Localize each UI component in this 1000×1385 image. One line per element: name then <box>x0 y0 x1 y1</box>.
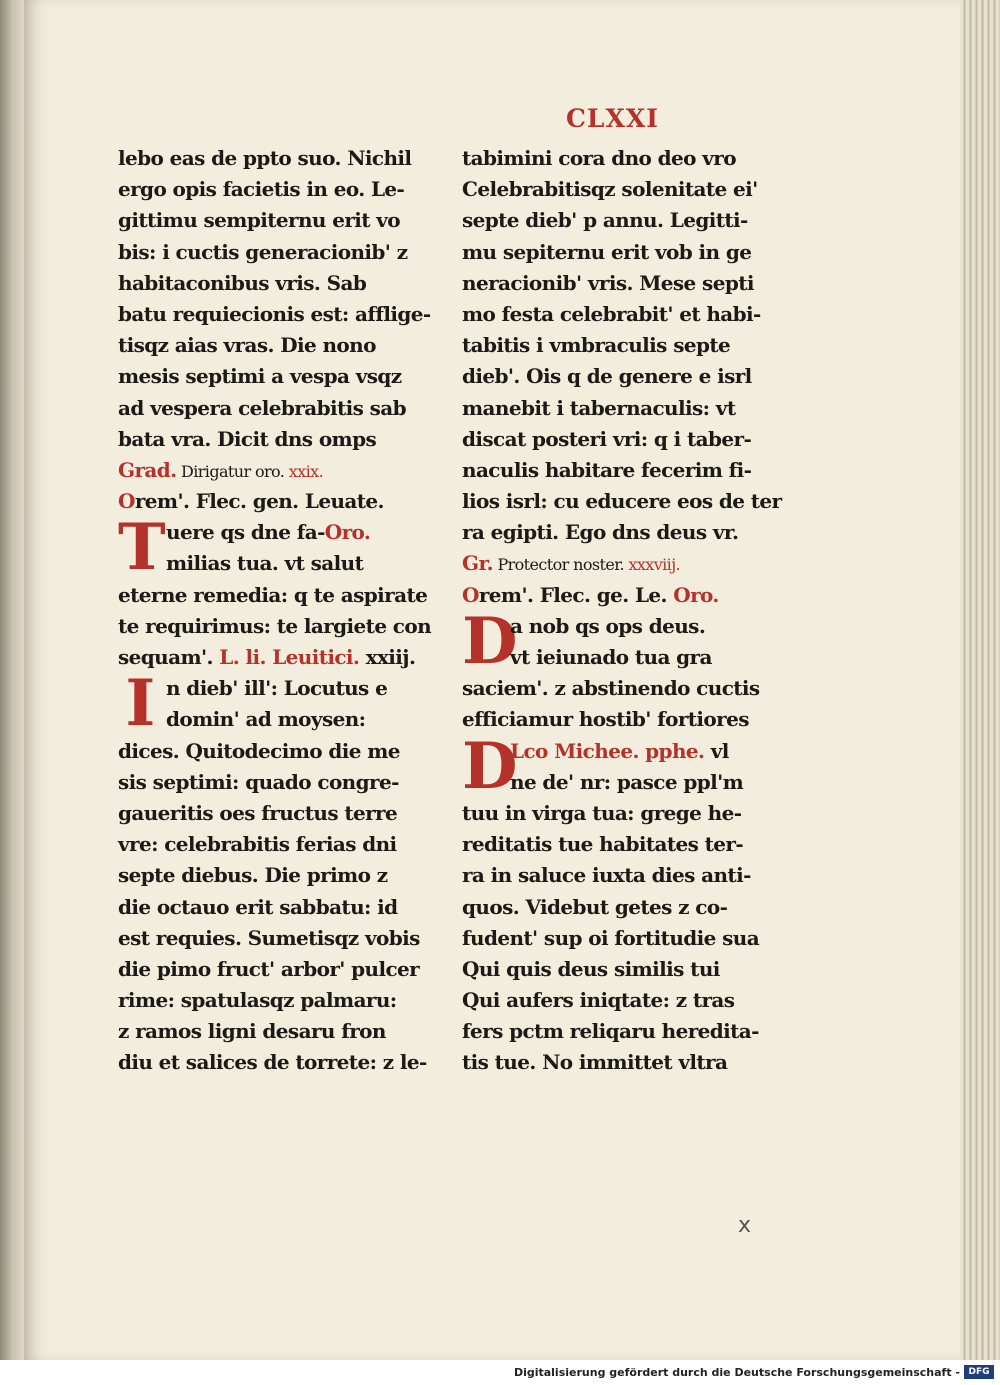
body-text: sis septimi: quado congre- <box>118 769 399 794</box>
body-text: tis tue. No immittet vltra <box>462 1050 728 1075</box>
body-text: bata vra. Dicit dns omps <box>118 426 377 451</box>
text-line <box>462 704 762 735</box>
body-text: mesis septimi a vespa vsqz <box>118 364 402 389</box>
margin-mark: x <box>738 1213 752 1238</box>
body-text: diu et salices de torrete: z le- <box>118 1050 427 1075</box>
body-text: septe diebus. Die primo z <box>118 863 388 888</box>
rubricated-initial: D <box>462 728 517 804</box>
text-line <box>462 892 762 923</box>
body-text: lebo eas de ppto suo. Nichil <box>118 146 412 170</box>
text-line <box>118 704 418 735</box>
rubric-text: Lco Michee. pphe. <box>510 738 705 763</box>
body-text: efficiamur hostib' fortiores <box>462 707 749 732</box>
body-text: rem'. Flec. gen. Leuate. <box>134 489 384 514</box>
body-text: vre: celebrabitis ferias dni <box>118 832 397 857</box>
rubric-text: Oro. <box>673 582 719 607</box>
body-text: z ramos ligni desaru fron <box>118 1019 386 1044</box>
body-text: bis: i cuctis generacionib' z <box>118 239 408 264</box>
rubricated-initial: I <box>125 666 155 742</box>
text-line <box>118 860 418 891</box>
body-text: tabimini cora dno deo vro <box>462 146 736 170</box>
text-line <box>462 517 762 548</box>
body-text: fudent' sup oi fortitudie sua <box>462 925 760 950</box>
dfg-logo: DFG <box>964 1365 994 1379</box>
text-line <box>462 455 762 486</box>
text-line <box>462 580 762 611</box>
body-text: a nob qs ops deus. <box>510 613 706 638</box>
text-line <box>462 923 762 954</box>
body-text: ra egipti. Ego dns deus vr. <box>462 520 739 545</box>
text-line <box>118 829 418 860</box>
body-text: fers pctm reliqaru heredita- <box>462 1019 759 1044</box>
body-text: naculis habitare fecerim fi- <box>462 457 752 482</box>
text-line <box>118 736 418 767</box>
rubric-text: Grad. <box>118 457 177 482</box>
body-text: neracionib' vris. Mese septi <box>462 270 754 295</box>
rubric-text: O <box>118 489 135 514</box>
body-text: dieb'. Ois q de genere e isrl <box>462 364 752 389</box>
text-line <box>118 143 418 174</box>
body-text: ad vespera celebrabitis sab <box>118 395 407 420</box>
text-line <box>118 892 418 923</box>
body-text: milias tua. vt salut <box>166 551 364 576</box>
text-line <box>118 455 418 486</box>
body-text: est requies. Sumetisqz vobis <box>118 925 420 950</box>
body-text: Qui quis deus similis tui <box>462 956 720 981</box>
rubric-text: xxxviij. <box>628 555 681 575</box>
body-text: manebit i tabernaculis: vt <box>462 395 736 420</box>
body-text: domin' ad moysen: <box>166 707 366 732</box>
text-line <box>462 424 762 455</box>
text-line <box>462 985 762 1016</box>
text-line <box>462 330 762 361</box>
text-line <box>462 237 762 268</box>
text-line <box>462 860 762 891</box>
body-text: tabitis i vmbraculis septe <box>462 333 731 358</box>
body-text: vl <box>704 738 729 763</box>
funding-credit: Digitalisierung gefördert durch die Deutsche Forschungsgemeinschaft - <box>513 1366 960 1379</box>
rubric-text: L. li. Leuitici. <box>219 645 360 669</box>
page-stack-edge <box>960 0 1000 1360</box>
body-text: tuu in virga tua: grege he- <box>462 800 742 825</box>
body-text: mo festa celebrabit' et habi- <box>462 301 761 326</box>
text-line <box>118 205 418 236</box>
text-line <box>118 268 418 299</box>
body-text: saciem'. z abstinendo cuctis <box>462 676 760 701</box>
text-line <box>118 954 418 985</box>
body-text: mu sepiternu erit vob in ge <box>462 239 752 264</box>
text-line <box>462 673 762 704</box>
body-text: Qui aufers iniqtate: z tras <box>462 988 735 1013</box>
text-line <box>118 393 418 424</box>
rubric-text: O <box>462 582 479 607</box>
rubric-text: xxix. <box>288 461 324 481</box>
text-line <box>118 299 431 330</box>
body-text: eterne remedia: q te aspirate <box>118 582 428 607</box>
body-text: quos. Videbut getes z co- <box>462 894 728 919</box>
text-line <box>462 486 782 517</box>
body-text: Dirigatur oro. <box>176 461 289 481</box>
text-line <box>118 424 418 455</box>
body-text: xxiij. <box>359 645 416 669</box>
body-text: tisqz aias vras. Die nono <box>118 333 376 358</box>
text-line <box>462 268 762 299</box>
body-text: die pimo fruct' arbor' pulcer <box>118 956 420 981</box>
body-text: Protector noster. <box>492 555 629 575</box>
body-text: ergo opis facietis in eo. Le- <box>118 177 405 202</box>
folio-number: CLXXI <box>566 104 659 133</box>
text-line <box>462 205 762 236</box>
text-line <box>462 829 762 860</box>
body-text: gittimu sempiternu erit vo <box>118 208 401 233</box>
body-text: Celebrabitisqz solenitate ei' <box>462 177 758 202</box>
text-line <box>118 580 428 611</box>
body-text: die octauo erit sabbatu: id <box>118 894 398 919</box>
text-line <box>462 174 762 205</box>
text-line <box>118 767 418 798</box>
body-text: uere qs dne fa- <box>166 520 325 545</box>
text-line <box>462 143 762 174</box>
body-text: reditatis tue habitates ter- <box>462 832 744 857</box>
text-line <box>118 330 418 361</box>
body-text: discat posteri vri: q i taber- <box>462 426 752 451</box>
text-line <box>118 1047 427 1078</box>
body-text: batu requiecionis est: afflige- <box>118 301 431 326</box>
rubric-text: Oro. <box>324 520 371 545</box>
text-line <box>118 798 418 829</box>
rubricated-initial: D <box>462 603 517 679</box>
text-line <box>462 361 762 392</box>
text-line <box>462 1016 762 1047</box>
text-line <box>462 393 762 424</box>
body-text: sequam'. <box>118 645 220 669</box>
text-line <box>118 923 418 954</box>
text-line <box>462 1047 762 1078</box>
text-line <box>118 985 418 1016</box>
right-text-column <box>462 143 782 1079</box>
body-text: septe dieb' p annu. Legitti- <box>462 208 748 233</box>
left-text-column <box>118 143 432 1079</box>
body-text: lios isrl: cu educere eos de ter <box>462 489 782 514</box>
rubricated-initial: T <box>118 510 166 586</box>
body-text: rem'. Flec. ge. Le. <box>478 582 674 607</box>
body-text: te requirimus: te largiete con <box>118 613 432 638</box>
rubric-text: Gr. <box>462 551 493 576</box>
text-line <box>462 299 762 330</box>
body-text: ne de' nr: pasce ppl'm <box>510 769 744 794</box>
text-line <box>462 954 762 985</box>
body-text: gaueritis oes fructus terre <box>118 800 398 825</box>
body-text: habitaconibus vris. Sab <box>118 270 367 295</box>
text-line <box>462 798 762 829</box>
text-line <box>118 486 418 517</box>
body-text: vt ieiunado tua gra <box>510 645 712 669</box>
text-line <box>118 174 418 205</box>
body-text: dices. Quitodecimo die me <box>118 738 400 763</box>
text-line <box>118 361 418 392</box>
text-line <box>462 548 762 579</box>
text-line <box>118 237 418 268</box>
body-text: rime: spatulasqz palmaru: <box>118 988 397 1013</box>
body-text: n dieb' ill': Locutus e <box>166 676 388 701</box>
text-line <box>118 642 418 673</box>
text-line <box>118 611 432 642</box>
text-line <box>118 1016 418 1047</box>
body-text: ra in saluce iuxta dies anti- <box>462 863 751 888</box>
